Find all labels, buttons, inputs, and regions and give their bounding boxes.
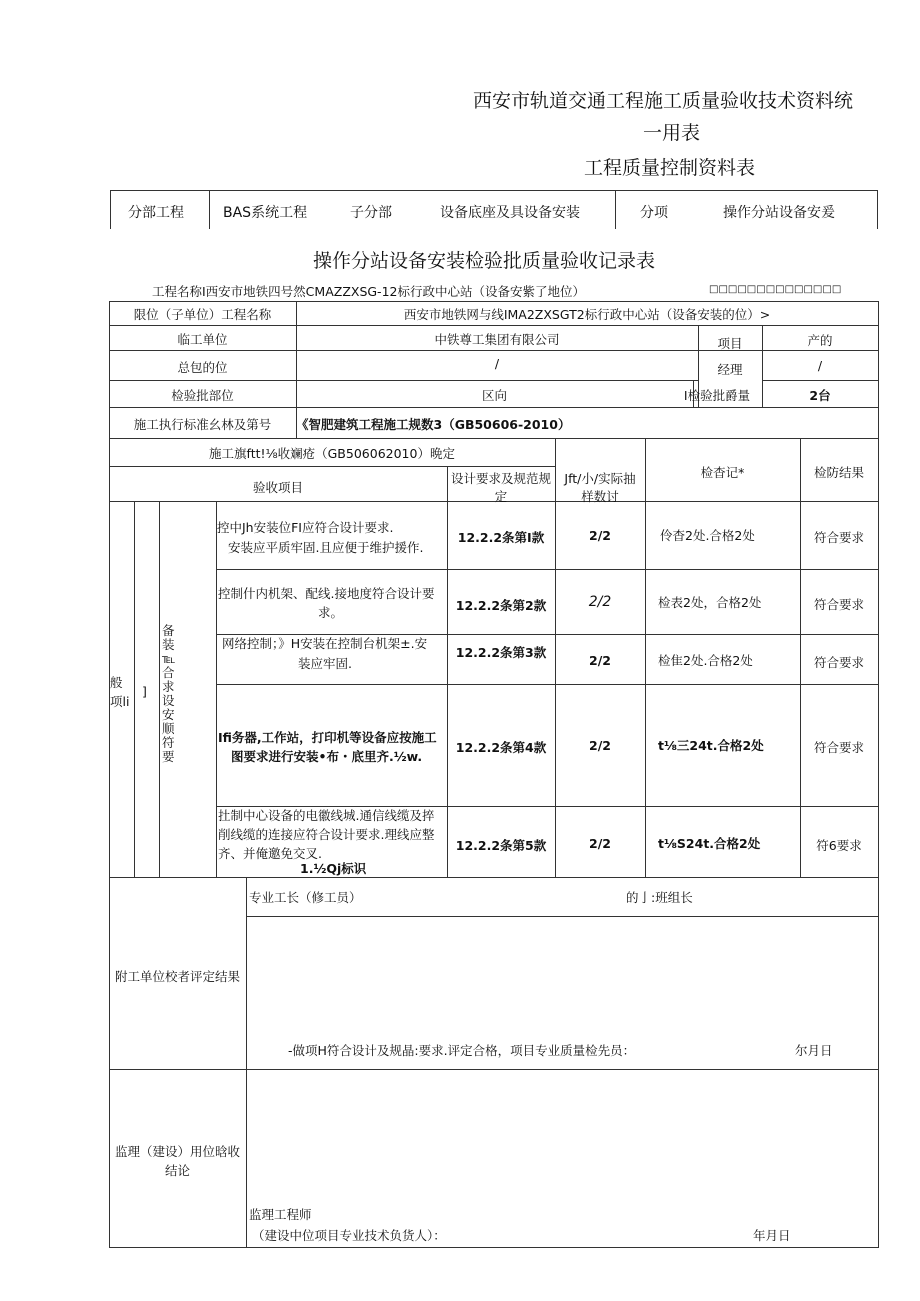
row5-desc-3: 齐、并俺邀免交叉. (218, 846, 322, 861)
row3-desc-1: 网络控制；》H安装在控制台机架±.安 (222, 636, 428, 651)
project-name: 工程名称I西安市地铁四号然CMAZZXSG-12标行政中心站（设备安紫了地位） (152, 284, 585, 299)
row3-clause: 12.2.2条第3款 (455, 645, 547, 660)
general-items-label-2: 项li (110, 694, 130, 709)
contractor-evaluation-label: 附工单位校者评定结果 (114, 969, 240, 984)
unit-name-value: 西安市地铁网与线IMA2ZXSGT2标行政中心站（设备安装的位）> (403, 307, 771, 322)
row1-clause: 12.2.2条第I款 (457, 530, 545, 545)
row2-result: 符合要求 (813, 597, 864, 612)
title-line-1: 西安市轨道交通工程施工质量验收技术资料统 (473, 90, 854, 112)
foreman-label: 专业工长（修工员） (249, 890, 362, 905)
row1-record: 伶杳2处.合格2处 (660, 528, 755, 543)
column-design-2: 定 (494, 489, 508, 504)
project-manager-label-1: 项目 (717, 336, 743, 351)
row5-sample: 2/2 (589, 836, 611, 851)
unit-name-label: 限位（子单位）工程名称 (133, 307, 272, 322)
bracket-mark: ] (142, 684, 147, 699)
evaluation-date: 尔月日 (795, 1043, 833, 1058)
title-line-3: 工程质量控制资料表 (584, 157, 756, 179)
row1-sample: 2/2 (589, 528, 611, 543)
strip-item-label: 分项 (640, 205, 668, 221)
supervision-label-1: 监理（建设）用位晗收 (114, 1144, 240, 1159)
project-manager-value-1: 产的 (807, 333, 833, 348)
column-inspection-item: 验收项目 (252, 480, 303, 495)
row4-clause: 12.2.2条第4款 (455, 740, 547, 755)
row3-result: 符合要求 (813, 655, 864, 670)
general-contractor-value: / (494, 356, 500, 371)
row5-desc-1: 扗制中心设备的电徽线城.通信线缆及捽 (218, 808, 435, 823)
row4-desc-2: 图要求进行安装•布・底里齐.½w. (231, 749, 423, 764)
title-line-2: 一用表 (643, 122, 701, 144)
team-leader-label: 的亅:班组长 (626, 890, 693, 905)
row3-sample: 2/2 (589, 653, 611, 668)
division-strip (110, 190, 878, 229)
row5-desc-2: 削线缆的连接应符合设计要求.理线应整 (218, 827, 435, 842)
owner-representative-label: （建设中位项目专业技术负货人）： (252, 1228, 446, 1243)
row5-result: 符6要求 (816, 838, 862, 853)
standard-value: 《智肥建筑工程施工规数3（GB50606-2010） (296, 417, 571, 432)
row2-sample: 2/2 (588, 594, 612, 610)
supervision-engineer-label: 监理工程师 (249, 1207, 312, 1222)
row5-desc-4: 1.½Qj标识 (300, 861, 367, 876)
row4-sample: 2/2 (589, 738, 611, 753)
evaluation-statement: -做项H符合设计及规晶:要求.评定合格，项目专业质量检先员： (288, 1043, 636, 1058)
contractor-value: 中铁尊工集团有限公司 (434, 332, 560, 347)
strip-division-value: BAS系统工程 (223, 205, 308, 221)
strip-item-value: 操作分站设备安爰 (723, 205, 835, 221)
strip-subdivision-label: 子分部 (350, 205, 392, 221)
batch-location-value: 区向 (481, 388, 507, 403)
contractor-label: 临工单位 (177, 332, 228, 347)
row2-clause: 12.2.2条第2款 (455, 598, 547, 613)
row4-result: 符合要求 (813, 740, 864, 755)
row5-record: t⅛S24t.合格2处 (658, 836, 761, 851)
strip-subdivision-value: 设备底座及具设备安装 (440, 205, 580, 221)
row3-desc-2: 装应牢固. (298, 656, 352, 671)
spec-note: 施工旗ftt!⅛收斓疮（GB506062010）晩定 (209, 446, 455, 461)
row3-record: 检隹2处.合格2处 (658, 653, 753, 668)
supervision-date: 年月日 (753, 1228, 791, 1243)
checkbox-row: □□□□□□□□□□□□□□ (709, 284, 842, 295)
row5-clause: 12.2.2条第5款 (455, 838, 547, 853)
standard-label: 施工执行标准幺林及第号 (133, 417, 272, 432)
batch-location-label: 检验批部位 (171, 388, 234, 403)
column-check-record: 检杳记* (700, 465, 745, 480)
row2-desc-2: 求。 (318, 605, 344, 620)
row1-result: 符合要求 (813, 530, 864, 545)
general-items-label-1: 般 (110, 675, 123, 690)
strip-division-label: 分部工程 (128, 205, 184, 221)
row1-desc-1: 控中Jh安装位FI应符合设计要求. (217, 520, 394, 535)
project-manager-label-2: 经理 (717, 362, 743, 377)
row2-record: 检表2处，合格2处 (658, 595, 762, 610)
row4-record: t⅛三24t.合格2处 (658, 738, 764, 753)
column-design-1: 设计要求及规范规 (450, 471, 551, 486)
supervision-label-2: 结论 (164, 1163, 190, 1178)
equipment-category-label: 备装℡合求设安顺符要 (162, 623, 176, 764)
column-sample-1: Jft/小/实际抽 (564, 471, 636, 486)
column-sample-2: 样数讨 (581, 489, 619, 504)
batch-capacity-label: I检验批爵量 (683, 388, 751, 403)
general-contractor-label: 总包的位 (177, 360, 228, 375)
batch-capacity-value: 2台 (809, 388, 831, 403)
project-manager-value-2: / (817, 358, 823, 373)
form-title: 操作分站设备安装检验批质量验收记录表 (313, 250, 656, 272)
row4-desc-1: Ifi务器,工作站，打印机等设备应按施工 (218, 730, 437, 745)
row2-desc-1: 控制什内机架、配线.接地度符合设计要 (218, 586, 435, 601)
row1-desc-2: 安装应平质牢固.且应便于维护援作. (228, 540, 424, 555)
column-result: 检防结果 (813, 465, 864, 480)
